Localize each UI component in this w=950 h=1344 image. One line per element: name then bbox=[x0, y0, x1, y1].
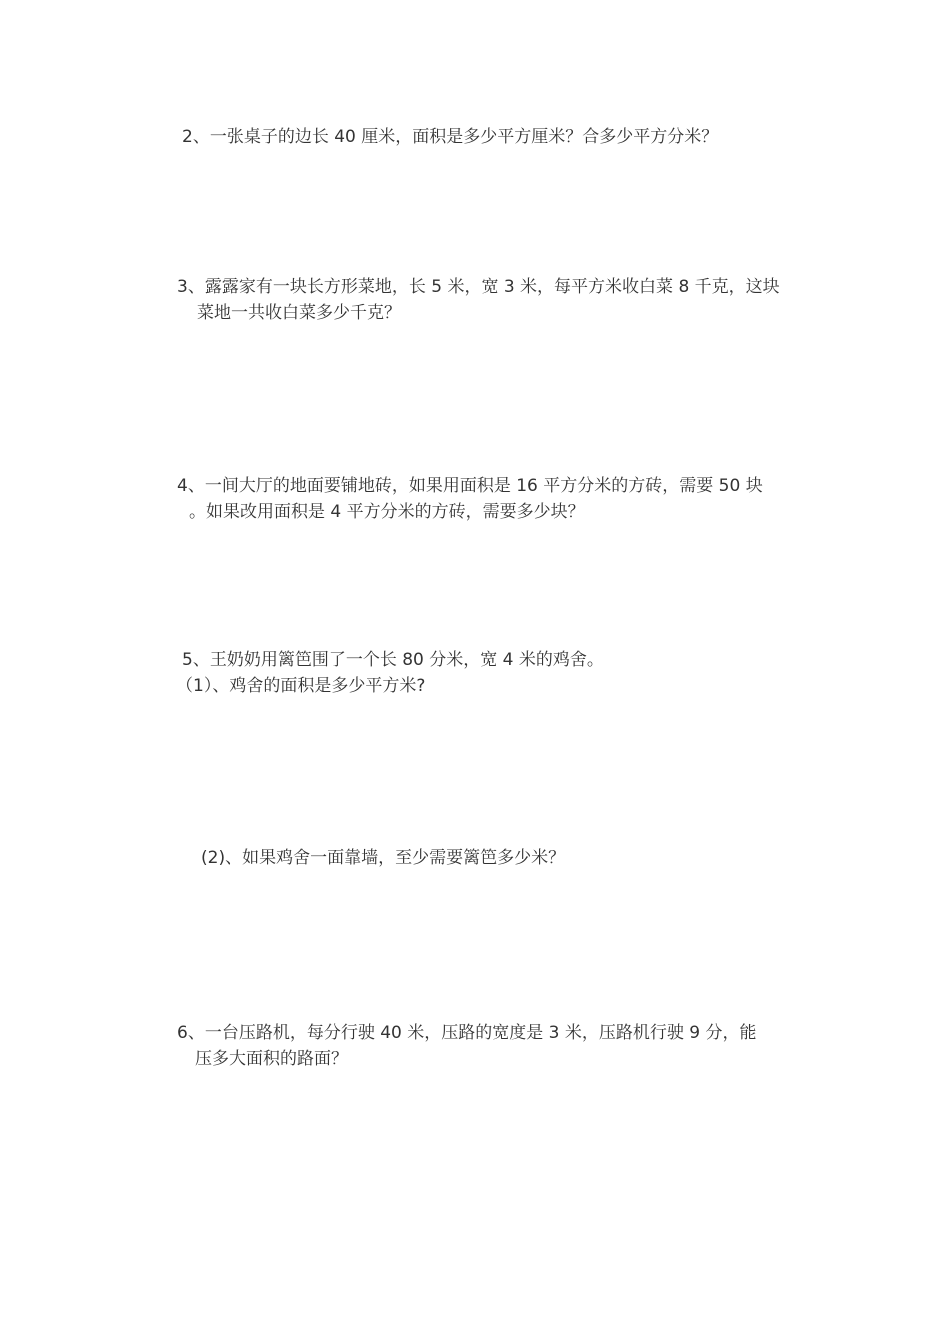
question-5-sub-2: (2)、如果鸡舍一面靠墙，至少需要篱笆多少米？ bbox=[201, 848, 566, 868]
question-5-sub-1: （1）、鸡舍的面积是多少平方米? bbox=[176, 676, 426, 696]
question-5-stem: 5、王奶奶用篱笆围了一个长 80 分米，宽 4 米的鸡舍。 bbox=[182, 650, 604, 670]
question-3-line-1: 3、露露家有一块长方形菜地，长 5 米，宽 3 米，每平方米收白菜 8 千克，这块 bbox=[177, 277, 780, 297]
question-3-line-2: 菜地一共收白菜多少千克？ bbox=[197, 303, 401, 323]
question-4-line-2: 。如果改用面积是 4 平方分米的方砖，需要多少块？ bbox=[189, 502, 585, 522]
question-6-line-1: 6、一台压路机，每分行驶 40 米，压路的宽度是 3 米，压路机行驶 9 分，能 bbox=[177, 1023, 757, 1043]
question-6 bbox=[177, 1020, 817, 1072]
question-4 bbox=[177, 473, 817, 525]
question-2: 2、一张桌子的边长 40 厘米，面积是多少平方厘米？合多少平方分米？ bbox=[182, 127, 719, 147]
question-3 bbox=[177, 274, 817, 326]
question-6-line-2: 压多大面积的路面？ bbox=[195, 1049, 348, 1069]
question-4-line-1: 4、一间大厅的地面要铺地砖，如果用面积是 16 平方分米的方砖，需要 50 块 bbox=[177, 476, 763, 496]
